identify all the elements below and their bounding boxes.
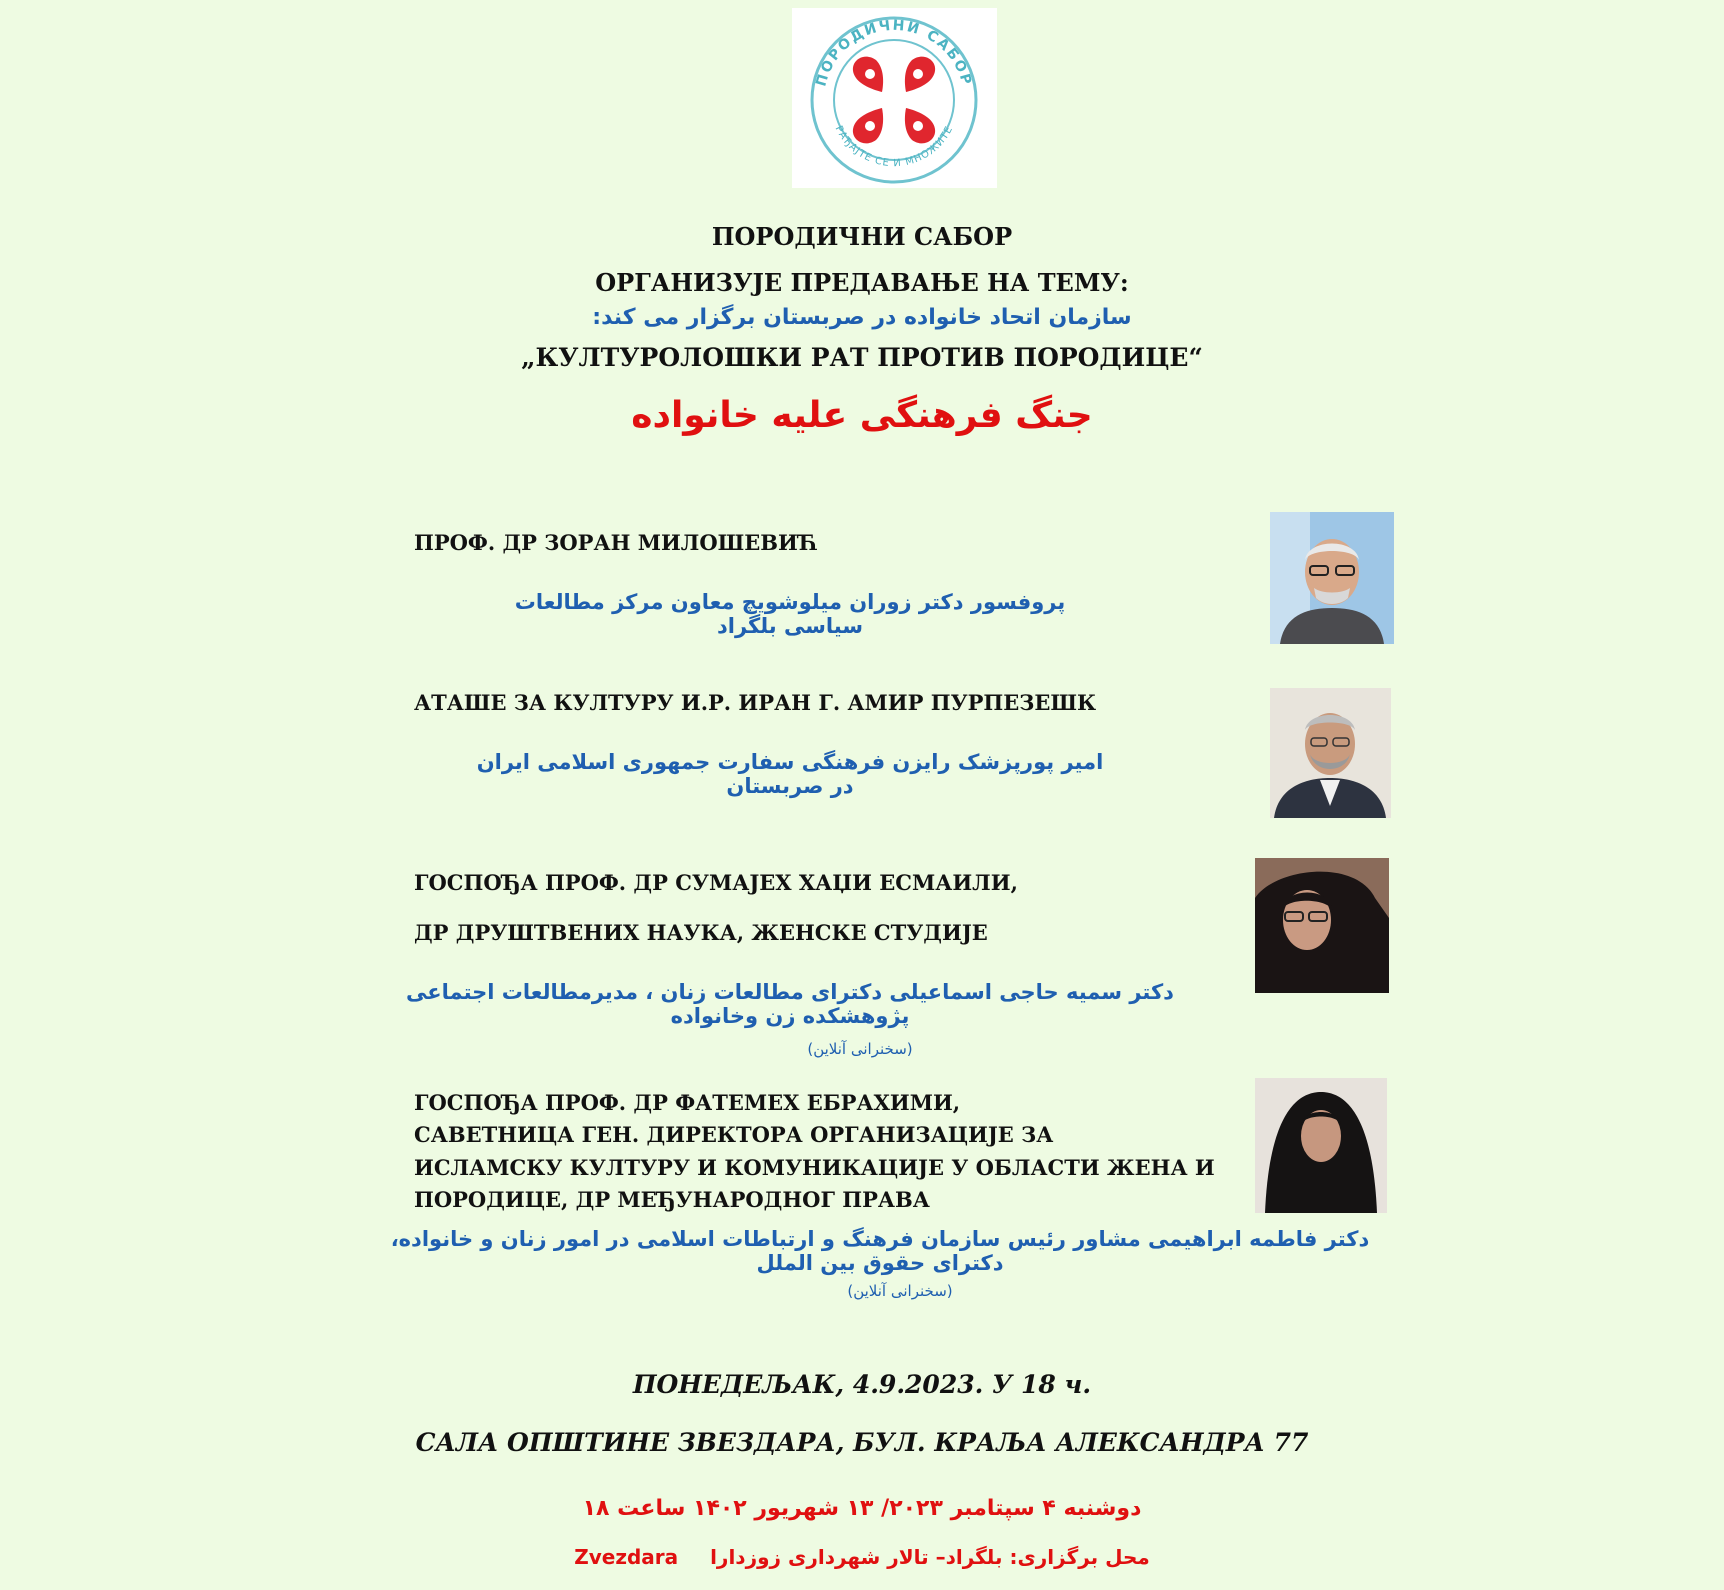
family-council-logo-icon: [792, 8, 997, 188]
speaker-3-online-note: (سخنرانی آنلاین): [807, 1040, 913, 1058]
speaker-3-name-line1: ГОСПОЂА ПРОФ. ДР СУМАЈЕХ ХАЏИ ЕСМАИЛИ,: [414, 870, 1018, 895]
topic-title-fa: جنگ فرهنگی علیه خانواده: [631, 395, 1093, 436]
speaker-3-photo: [1255, 858, 1389, 993]
logo-ring-top-text: ПОРОДИЧНИ САБОР: [813, 17, 975, 89]
speaker-4-name-line4: ПОРОДИЦЕ, ДР МЕЂУНАРОДНОГ ПРАВА: [414, 1187, 930, 1212]
speaker-4-name-line2: САВЕТНИЦА ГЕН. ДИРЕКТОРА ОРГАНИЗАЦИЈЕ ЗА: [414, 1122, 1054, 1147]
speaker-1-name: ПРОФ. ДР ЗОРАН МИЛОШЕВИЋ: [414, 530, 819, 555]
event-venue-fa-row: [0, 1545, 1724, 1569]
event-date-fa: دوشنبه ۴ سپتامبر ۲۰۲۳/ ۱۳ شهریور ۱۴۰۲ ساعت ۱۸: [582, 1496, 1142, 1521]
speaker-1-fa: پروفسور دکتر زوران میلوشویچ معاون مرکز مطالعات سیاسی بلگراد: [514, 590, 1066, 638]
speaker-1-photo: [1270, 512, 1394, 644]
topic-title: „КУЛТУРОЛОШКИ РАТ ПРОТИВ ПОРОДИЦЕ“: [521, 343, 1203, 372]
svg-text:РАЂАЈТЕ СЕ И МНОЖИТЕ: [833, 124, 956, 169]
speaker-4-photo: [1255, 1078, 1387, 1213]
event-date: ПОНЕДЕЉАК, 4.9.2023. У 18 ч.: [632, 1370, 1092, 1399]
speaker-4-fa: دکتر فاطمه ابراهیمی مشاور رئیس سازمان فرهنگ و ارتباطات اسلامی در امور زنان و خانواده، دکترای حقوق بین الملل: [390, 1227, 1370, 1275]
logo: [792, 8, 997, 188]
speaker-2-fa: امیر پورپزشک رایزن فرهنگی سفارت جمهوری اسلامی ایران در صربستان: [476, 750, 1104, 798]
event-venue-fa-latin: Zvezdara: [574, 1545, 679, 1569]
event-venue: САЛА ОПШТИНЕ ЗВЕЗДАРА, БУЛ. КРАЉА АЛЕКСАНДРА 77: [415, 1428, 1309, 1457]
speaker-4-name-line1: ГОСПОЂА ПРОФ. ДР ФАТЕМЕХ ЕБРАХИМИ,: [414, 1090, 961, 1115]
event-venue-fa: محل برگزاری: بلگراد– تالار شهرداری زوزدارا: [710, 1545, 1150, 1569]
speaker-3-fa: دکتر سمیه حاجی اسماعیلی دکترای مطالعات زنان ، مدیرمطالعات اجتماعی پژوهشکده زن وخانواده: [406, 980, 1174, 1028]
logo-ring-bottom-text: РАЂАЈТЕ СЕ И МНОЖИТЕ: [832, 124, 956, 170]
header-line2: ОРГАНИЗУЈЕ ПРЕДАВАЊЕ НА ТЕМУ:: [595, 268, 1129, 297]
speaker-4-name-line3: ИСЛАМСКУ КУЛТУРУ И КОМУНИКАЦИЈЕ У ОБЛАСТИ ЖЕНА И: [414, 1155, 1215, 1180]
speaker-4-online-note: (سخنرانی آنلاین): [847, 1282, 953, 1300]
speaker-2-name: АТАШЕ ЗА КУЛТУРУ И.Р. ИРАН Г. АМИР ПУРПЕЗЕШК: [414, 690, 1097, 715]
header-fa-line: سازمان اتحاد خانواده در صربستان برگزار می کند:: [592, 305, 1132, 330]
speaker-3-name-line2: ДР ДРУШТВЕНИХ НАУКА, ЖЕНСКЕ СТУДИЈЕ: [414, 920, 988, 945]
speaker-2-photo: [1270, 688, 1391, 818]
header-line1: ПОРОДИЧНИ САБОР: [711, 222, 1013, 251]
